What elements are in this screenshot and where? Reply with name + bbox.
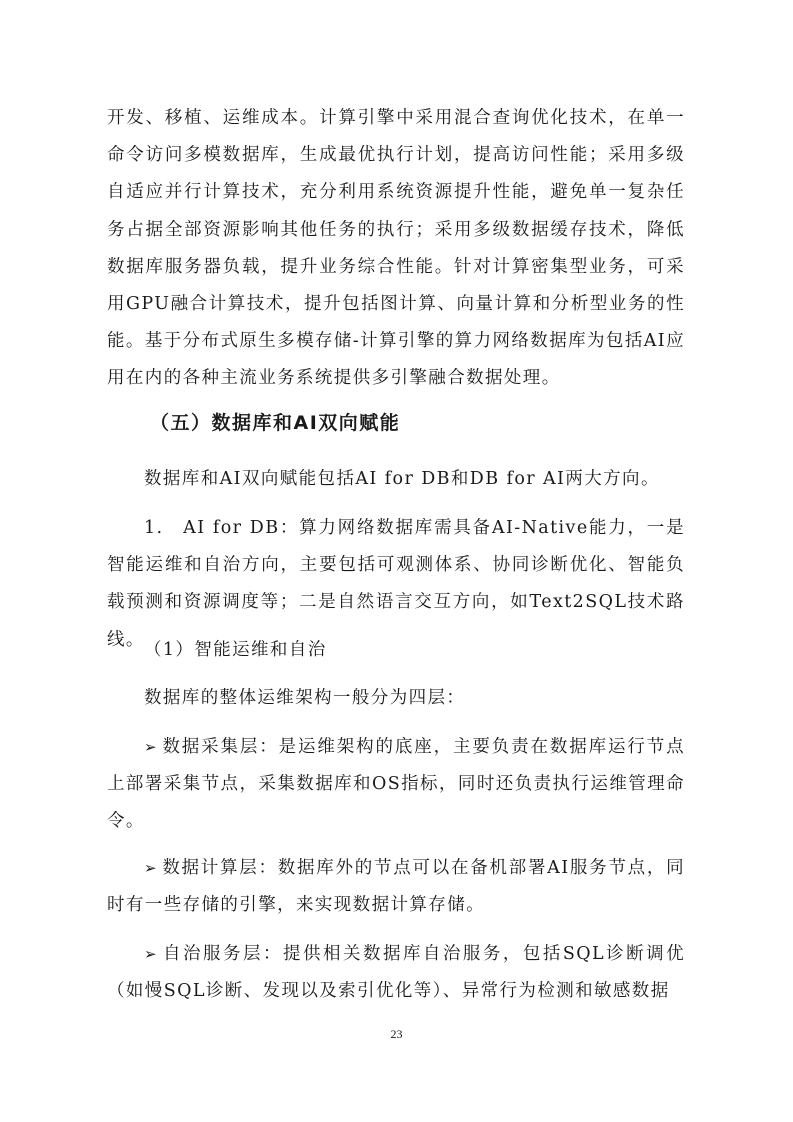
paragraph: 1. AI for DB：算力网络数据库需具备AI-Native能力，一是智能运维和自治方向，主要包括可观测体系、协同诊断优化、智能负载预测和资源调度等；二是自然语言交互方向，如Text2SQL技术路线。 — [107, 518, 685, 650]
bullet-item — [107, 850, 685, 924]
paragraph-summary — [107, 461, 685, 498]
bullet-autonomy-layer — [107, 936, 685, 1010]
page-number: 23 — [390, 1027, 403, 1041]
paragraph: 数据库和AI双向赋能包括AI for DB和DB for AI两大方向。 — [144, 469, 660, 489]
bullet-compute-layer — [107, 850, 685, 924]
bullet-item — [107, 936, 685, 1010]
arrow-right-icon: ➢ — [144, 738, 158, 756]
paragraph-architecture — [107, 680, 685, 717]
arrow-right-icon: ➢ — [144, 859, 158, 877]
bullet-item — [107, 729, 685, 841]
section-heading: （五）数据库和AI双向赋能 — [150, 412, 401, 434]
subheading-block — [107, 632, 685, 669]
paragraph: 数据库的整体运维架构一般分为四层： — [144, 688, 466, 708]
bullet-text: 数据采集层：是运维架构的底座，主要负责在数据库运行节点上部署采集节点，采集数据库和OS指标，同时还负责执行运维管理命令。 — [107, 737, 685, 832]
bullet-collection-layer — [107, 729, 685, 841]
bullet-text: 数据计算层：数据库外的节点可以在备机部署AI服务节点，同时有一些存储的引擎，来实现数据计算存储。 — [107, 858, 685, 916]
sub-heading: （1）智能运维和自治 — [144, 640, 327, 660]
arrow-right-icon: ➢ — [144, 945, 158, 963]
paragraph: 开发、移植、运维成本。计算引擎中采用混合查询优化技术，在单一命令访问多模数据库，生成最优执行计划，提高访问性能；采用多级自适应并行计算技术，充分利用系统资源提升性能，避免单一复杂任务占据全部资源影响其他任务的执行；采用多级数据缓存技术，降低数据库服务器负载，提升业务综合性能。针对计算密集型业务，可采用GPU融合计算技术，提升包括图计算、向量计算和分析型业务的性能。基于分布式原生多模存储-计算引擎的算力网络数据库为包括AI应用在内的各种主流业务系统提供多引擎融合数据处理。 — [107, 108, 685, 389]
section-paragraph-intro — [107, 100, 685, 398]
bullet-text: 自治服务层：提供相关数据库自治服务，包括SQL诊断调优（如慢SQL诊断、发现以及索引优化等）、异常行为检测和敏感数据 — [107, 944, 685, 1002]
